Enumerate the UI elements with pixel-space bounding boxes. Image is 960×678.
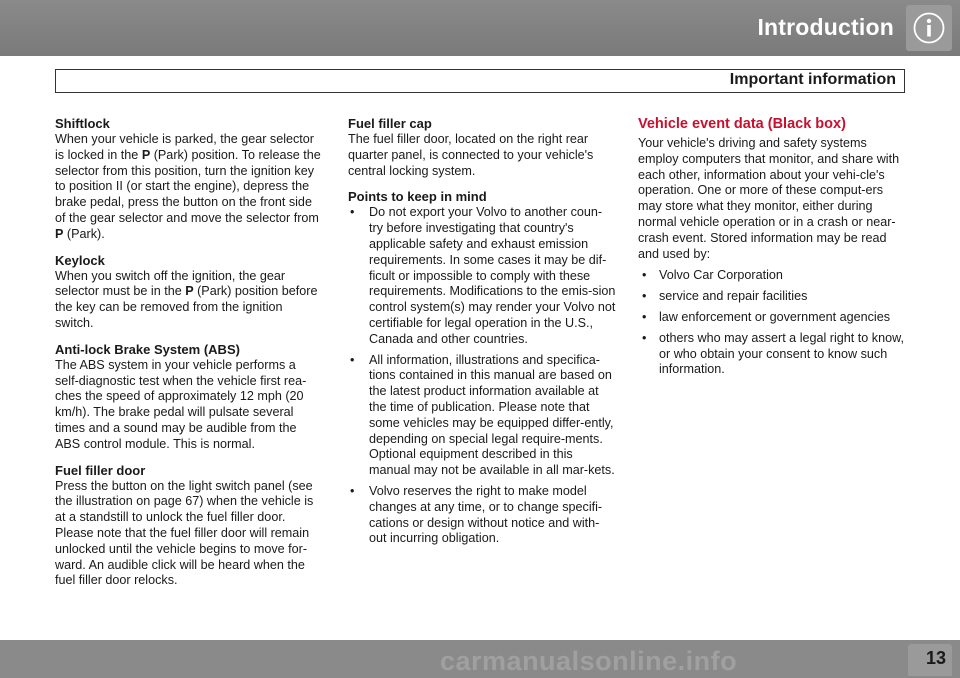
data-users-list (638, 268, 908, 378)
black-box-heading: Vehicle event data (Black box) (638, 116, 846, 132)
abs-text: The ABS system in your vehicle performs a self-diagnostic test when the vehicle first rea-ches the speed of approximately 12 mph (20 km/h). The brake pedal will pulsate several times and a sound may be audible from the ABS control module. This is normal. (55, 357, 307, 451)
page-number: 13 (925, 648, 946, 668)
fuel-door-text: Press the button on the light switch panel (see the illustration on page 67) when the vehicle is at a standstill to unlock the fuel filler door. Please note that the fuel filler door will remain unlocked until the vehicle begins to move for-ward. An audible click will be heard when the fuel filler door relocks. (55, 478, 314, 588)
column-left (55, 116, 323, 589)
column-right (638, 116, 908, 383)
watermark: carmanualsonline.info (440, 646, 738, 676)
abs-heading: Anti-lock Brake System (ABS) (55, 341, 240, 357)
list-item: • Do not export your Volvo to another coun-try before investigating that country's applicable safety and exhaust emission requirements. In some cases it may be dif-ficult or impossible to comply with these requirements. Modifications to the emis-sion control system(s) may render your Volvo not certifiable for legal operation in the U.S., Canada and other countries. (348, 205, 616, 347)
points-list (348, 205, 616, 547)
shiftlock-text: When your vehicle is parked, the gear selector is locked in the P (Park) position. To release the selector from this position, turn the ignition key to position II (or start the engine), depress the brake pedal, press the button on the front side of the gear selector and move the selector from P (Park). (55, 132, 321, 241)
keylock-text: When you switch off the ignition, the gear selector must be in the P (Park) position before the key can be removed from the ignition switch. (55, 268, 318, 330)
fuel-cap-heading: Fuel filler cap (348, 116, 432, 131)
list-item: • law enforcement or government agencies (638, 310, 908, 326)
list-item: • All information, illustrations and specifica-tions contained in this manual are based on the latest product information available at the time of publication. Please note that some vehicles may be equipped differ-ently, depending on special legal require-ments. Optional equipment described in this manual may not be available in all mar-kets. (348, 353, 616, 479)
keylock-heading: Keylock (55, 252, 105, 268)
black-box-text: Your vehicle's driving and safety systems employ computers that monitor, and share with each other, information about your vehi-cle's operation. One or more of these comput-ers may store what they monitor, either during normal vehicle operation or in a crash or near-crash event. Stored information may be read and used by: (638, 136, 900, 261)
list-item: • Volvo Car Corporation (638, 268, 908, 284)
column-middle (348, 116, 616, 552)
list-item: • service and repair facilities (638, 289, 908, 305)
shiftlock-heading: Shiftlock (55, 116, 110, 131)
section-title: Important information (729, 71, 896, 88)
fuel-door-heading: Fuel filler door (55, 462, 146, 478)
list-item: • others who may assert a legal right to know, or who obtain your consent to know such information. (638, 331, 908, 378)
fuel-cap-text: The fuel filler door, located on the right rear quarter panel, is connected to your vehicle's central locking system. (348, 132, 594, 178)
section-bar (55, 69, 905, 93)
chapter-title: Introduction (757, 14, 894, 40)
points-heading: Points to keep in mind (348, 189, 487, 205)
info-circle-icon (912, 11, 946, 45)
info-icon-box (906, 5, 952, 51)
list-item: • Volvo reserves the right to make model changes at any time, or to change specifi-cations or design without notice and with-out incurring obligation. (348, 484, 616, 547)
